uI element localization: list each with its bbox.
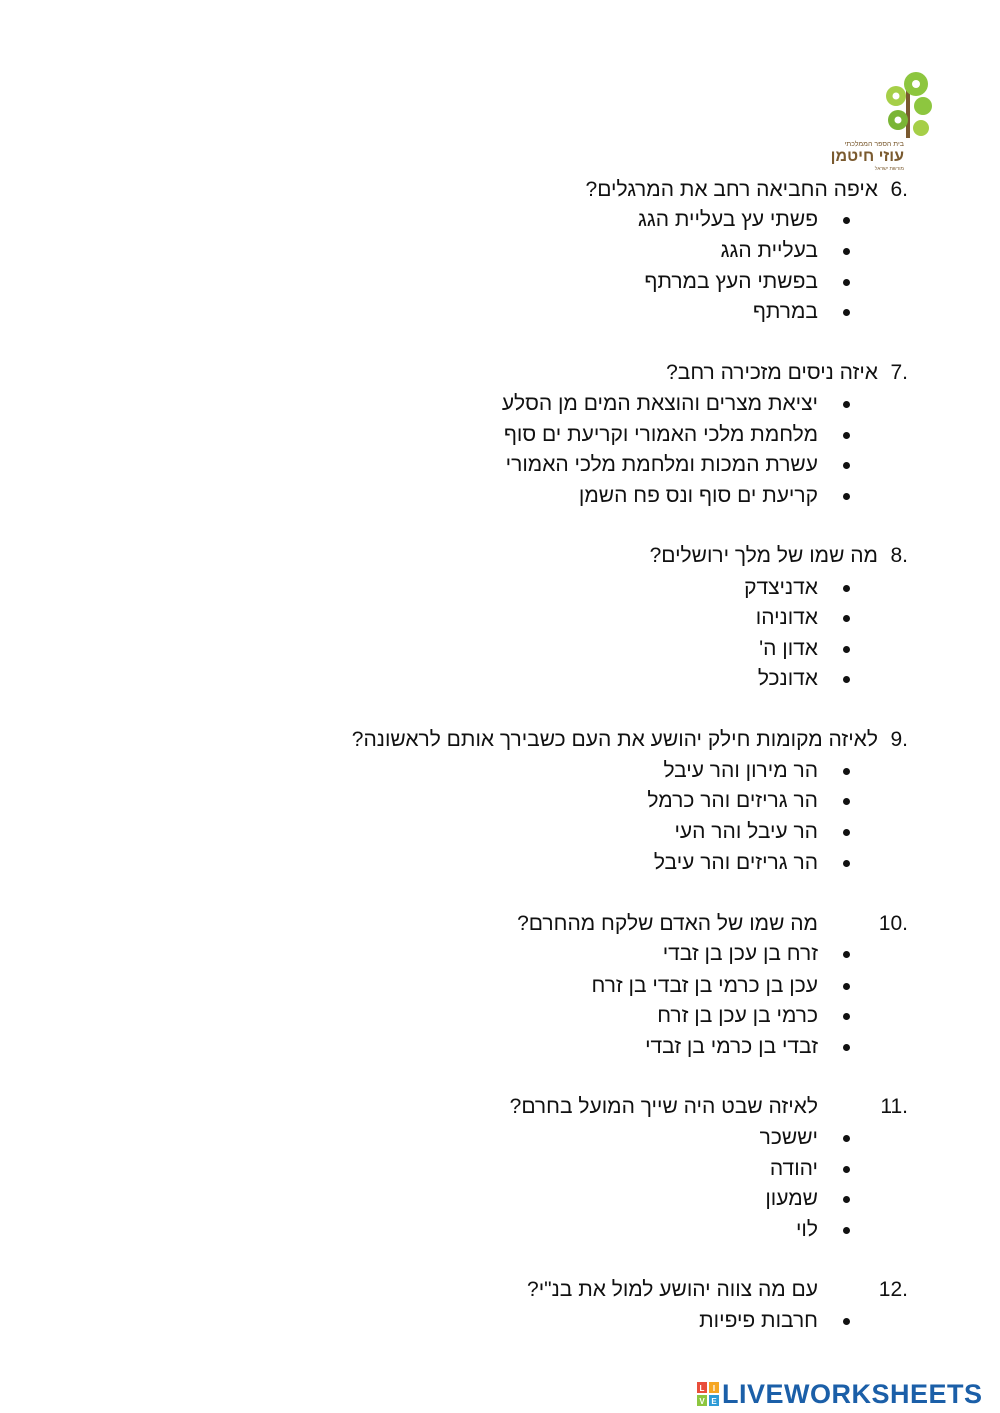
icon-letter: E (711, 1397, 717, 1406)
bullet-icon (843, 951, 850, 958)
bullet-icon (843, 1318, 850, 1325)
bullet-icon (843, 798, 850, 805)
answer-option[interactable]: אדוניהו (755, 606, 818, 629)
answer-option[interactable]: הר גריזים והר כרמל (647, 789, 818, 812)
answer-option[interactable]: אדניצדק (744, 576, 818, 599)
question-text: איזה ניסים מזכירה רחב? (666, 361, 878, 384)
answer-option[interactable]: פשתי עץ בעליית הגג (638, 208, 818, 231)
bullet-icon (843, 279, 850, 286)
question-number: 8. (890, 544, 908, 567)
question-text: מה שמו של מלך ירושלים? (649, 544, 878, 567)
bullet-icon (843, 217, 850, 224)
bullet-icon (843, 493, 850, 500)
bullet-icon (843, 615, 850, 622)
answer-option[interactable]: יהודה (769, 1157, 818, 1180)
answer-option[interactable]: שמעון (765, 1187, 818, 1210)
question-text: איפה החביאה רחב את המרגלים? (585, 178, 878, 201)
bullet-icon (843, 1166, 850, 1173)
answer-option[interactable]: לוי (795, 1218, 818, 1241)
answer-option[interactable]: מלחמת מלכי האמורי וקריעת ים סוף (503, 423, 818, 446)
school-subtitle: בית הספר הממלכתי (844, 141, 904, 148)
answer-option[interactable]: הר מירון והר עיבל (663, 759, 818, 782)
answer-option[interactable]: אדונכל (757, 667, 818, 690)
icon-letter: L (699, 1384, 705, 1393)
question-number: 12. (878, 1278, 908, 1301)
bullet-icon (843, 983, 850, 990)
answer-option[interactable]: עכן בן כרמי בן זבדי בן זרח (591, 974, 818, 997)
bullet-icon (843, 585, 850, 592)
question-text: לאיזה שבט היה שייך המועל בחרם? (509, 1095, 818, 1118)
school-name: עוזי חיטמן (830, 148, 904, 165)
bullet-icon (843, 462, 850, 469)
answer-option[interactable]: יציאת מצרים והוצאת המים מן הסלע (501, 392, 818, 415)
bullet-icon (843, 1013, 850, 1020)
bullet-icon (843, 860, 850, 867)
bullet-icon (843, 646, 850, 653)
answer-option[interactable]: קריעת ים סוף ונס פח השמן (578, 484, 818, 507)
school-caption: מורשת ישראל (874, 166, 904, 172)
answer-option[interactable]: בפשתי העץ במרתף (644, 270, 818, 293)
answer-option[interactable]: הר גריזים והר עיבל (653, 851, 818, 874)
bullet-icon (843, 829, 850, 836)
answer-option[interactable]: עשרת המכות ומלחמת מלכי האמורי (505, 453, 818, 476)
icon-letter: V (699, 1397, 705, 1406)
bullet-icon (843, 401, 850, 408)
question-number: 9. (890, 728, 908, 751)
answer-option[interactable]: אדון ה' (759, 637, 818, 660)
answer-option[interactable]: במרתף (752, 300, 818, 323)
liveworksheets-logo-icon (697, 1382, 719, 1406)
bullet-icon (843, 1135, 850, 1142)
question-text: מה שמו של האדם שלקח מהחרם? (517, 912, 818, 935)
bullet-icon (843, 1044, 850, 1051)
brand-name[interactable]: LIVEWORKSHEETS (722, 1379, 983, 1409)
liveworksheets-footer (697, 1380, 983, 1408)
answer-option[interactable]: זבדי בן כרמי בן זבדי (645, 1035, 818, 1058)
bullet-icon (843, 1196, 850, 1203)
bullet-icon (843, 1227, 850, 1234)
bullet-icon (843, 248, 850, 255)
question-text: לאיזה מקומות חילק יהושע את העם כשבירך אותם לראשונה? (351, 728, 878, 751)
bullet-icon (843, 768, 850, 775)
icon-letter: I (712, 1384, 716, 1393)
answer-option[interactable]: הר עיבל והר העי (674, 820, 818, 843)
answer-option[interactable]: יששכר (759, 1126, 818, 1149)
bullet-icon (843, 432, 850, 439)
bullet-icon (843, 309, 850, 316)
answer-option[interactable]: זרח בן עכן בן זבדי (662, 942, 818, 965)
question-number: 11. (880, 1095, 908, 1118)
answer-option[interactable]: כרמי בן עכן בן זרח (657, 1004, 818, 1027)
question-number: 7. (890, 361, 908, 384)
question-number: 10. (878, 912, 908, 935)
answer-option[interactable]: חרבות פיפיות (699, 1309, 818, 1332)
answer-option[interactable]: בעליית הגג (720, 239, 818, 262)
bullet-icon (843, 676, 850, 683)
question-text: עם מה צווה יהושע למול את בנ"י? (527, 1278, 818, 1301)
question-number: 6. (890, 178, 908, 201)
